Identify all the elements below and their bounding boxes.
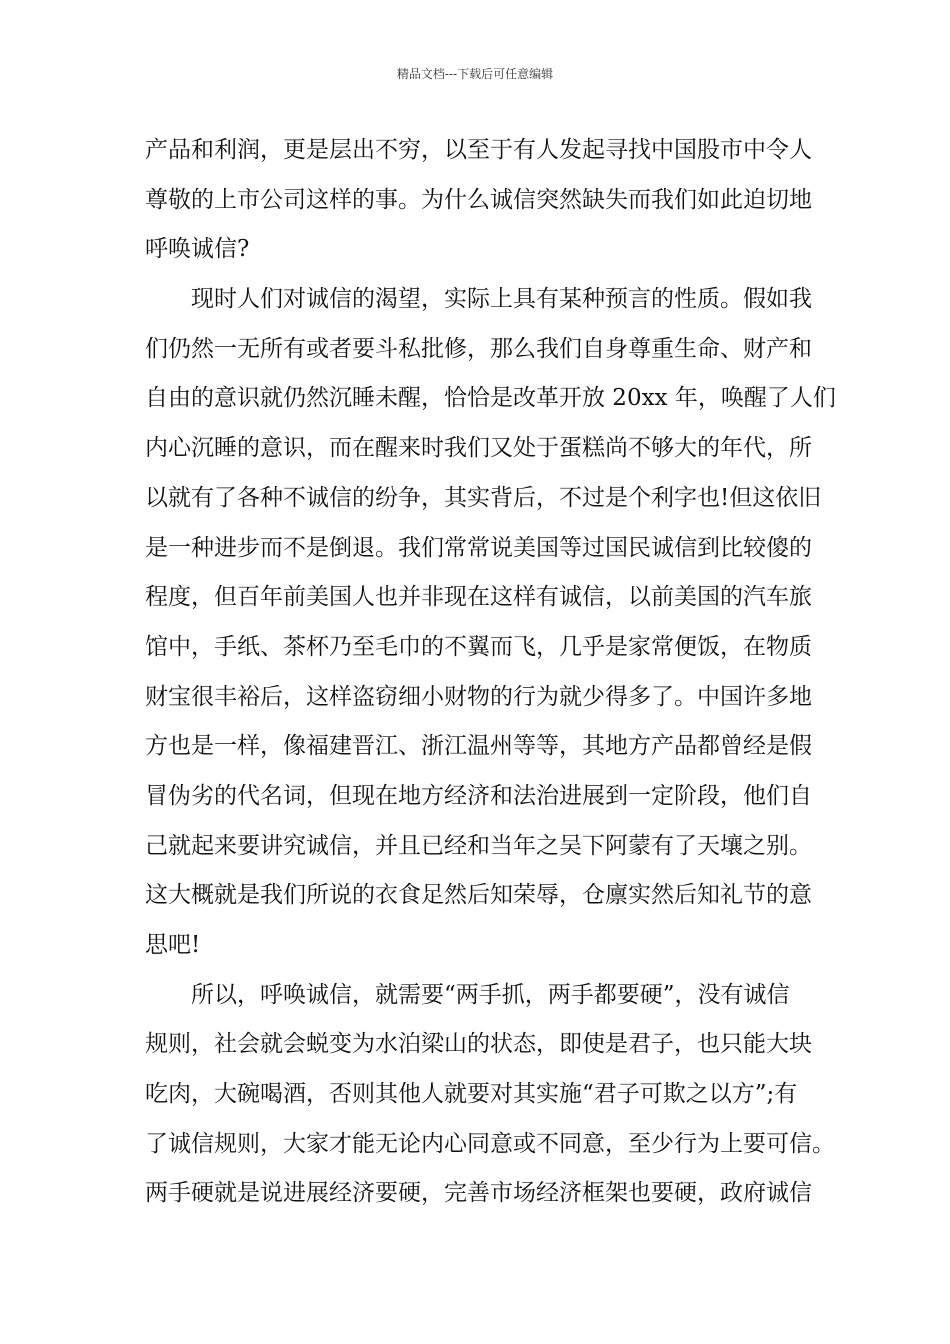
text-line: 是一种进步而不是倒退。我们常常说美国等过国民诚信到比较傻的 (145, 534, 812, 561)
text-line: 财宝很丰裕后，这样盗窃细小财物的行为就少得多了。中国许多地 (145, 683, 812, 710)
text-line: 程度，但百年前美国人也并非现在这样有诚信，以前美国的汽车旅 (145, 584, 812, 611)
paragraph (145, 971, 835, 1219)
text-line: 规则，社会就会蜕变为水泊梁山的状态，即使是君子，也只能大块 (145, 1031, 812, 1058)
text-line: 己就起来要讲究诚信，并且已经和当年之吴下阿蒙有了天壤之别。 (145, 832, 812, 859)
text-line: 馆中，手纸、茶杯乃至毛巾的不翼而飞，几乎是家常便饭，在物质 (145, 633, 812, 660)
text-line: 内心沉睡的意识，而在醒来时我们又处于蛋糕尚不够大的年代，所 (145, 435, 812, 462)
text-line: 方也是一样，像福建晋江、浙江温州等等，其地方产品都曾经是假 (145, 733, 812, 760)
text-line: 尊敬的上市公司这样的事。为什么诚信突然缺失而我们如此迫切地 (145, 186, 812, 213)
text-line: 以就有了各种不诚信的纷争，其实背后，不过是个利字也!但这依旧 (145, 484, 822, 511)
text-line: 了诚信规则，大家才能无论内心同意或不同意，至少行为上要可信。 (145, 1130, 835, 1157)
text-line: 思吧! (145, 932, 201, 958)
text-line: 自由的意识就仍然沉睡未醒，恰恰是改革开放 20xx 年，唤醒了人们 (145, 385, 836, 412)
text-line: 这大概就是我们所说的衣食足然后知荣辱，仓廪实然后知礼节的意 (145, 882, 812, 909)
text-line: 现时人们对诚信的渴望，实际上具有某种预言的性质。假如我 (191, 286, 812, 313)
text-line: 呼唤诚信? (145, 236, 250, 263)
text-line: 两手硬就是说进展经济要硬，完善市场经济框架也要硬，政府诚信 (145, 1180, 812, 1207)
paragraph (145, 126, 815, 275)
text-line: 产品和利润，更是层出不穷，以至于有人发起寻找中国股市中令人 (145, 137, 812, 163)
text-line: 冒伪劣的代名词，但现在地方经济和法治进展到一定阶段，他们自 (145, 782, 812, 809)
text-line: 所以，呼唤诚信，就需要“两手抓，两手都要硬”，没有诚信 (191, 981, 790, 1008)
document-body (145, 126, 836, 1219)
paragraph (145, 275, 836, 971)
text-line: 吃肉，大碗喝酒，否则其他人就要对其实施“君子可欺之以方”;有 (145, 1081, 798, 1108)
page-header: 精品文档---下载后可任意编辑 (396, 67, 554, 81)
text-line: 们仍然一无所有或者要斗私批修，那么我们自身尊重生命、财产和 (145, 335, 812, 362)
